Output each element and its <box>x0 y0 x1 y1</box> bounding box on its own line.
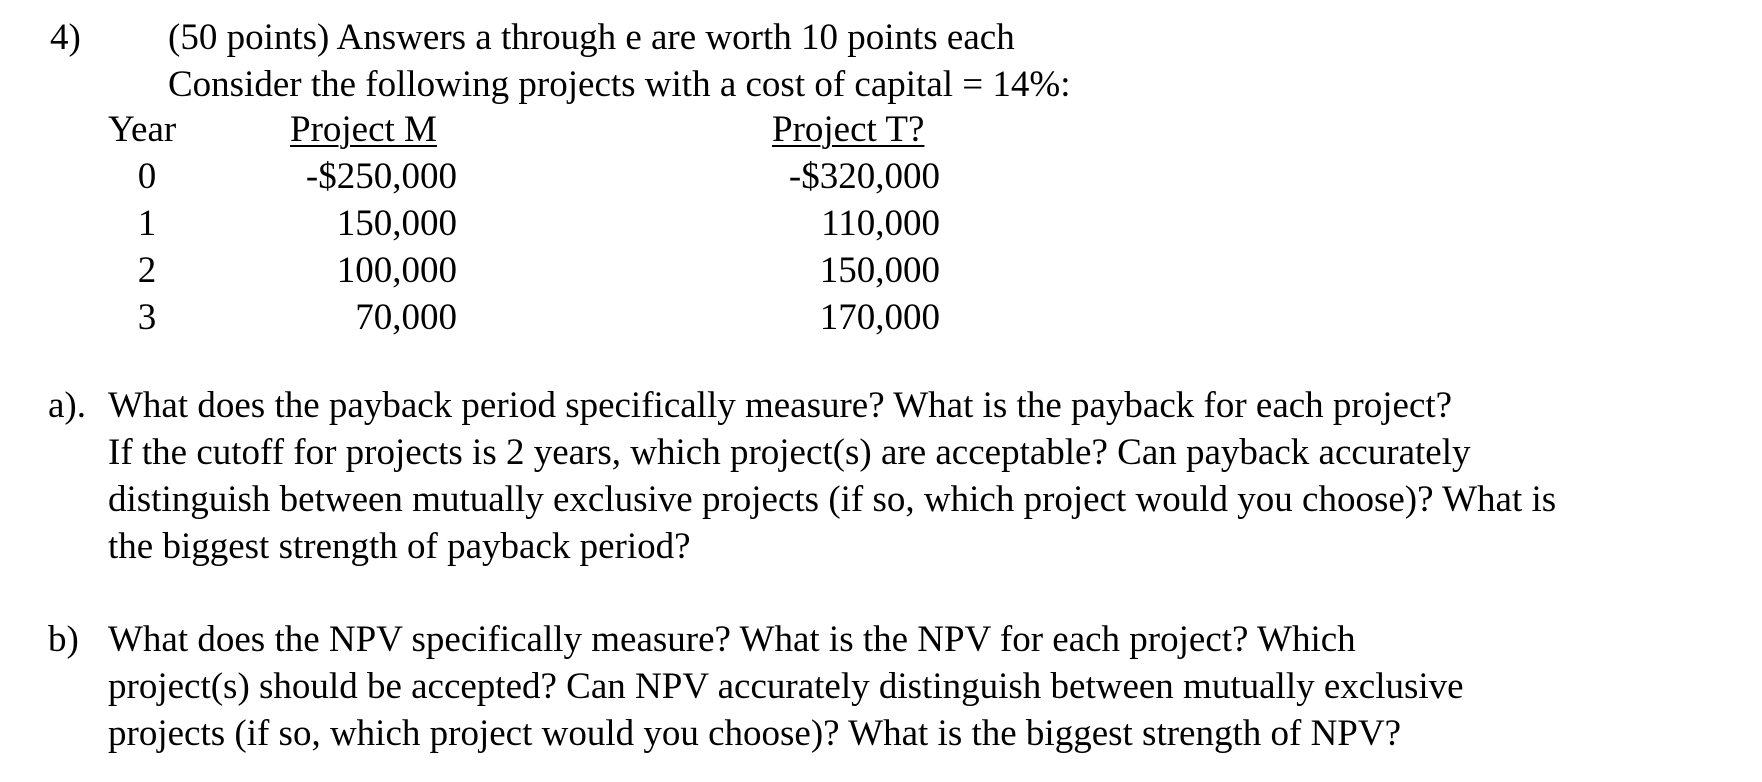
header-project-t: Project T? <box>772 109 925 150</box>
project-m-cell: 70,000 <box>355 297 457 338</box>
part-b-question <box>108 616 1748 757</box>
header-project-m: Project M <box>290 109 437 150</box>
year-cell: 3 <box>137 297 157 338</box>
part-b-line: What does the NPV specifically measure? What is the NPV for each project? Which <box>108 619 1356 660</box>
project-m-cell: 100,000 <box>336 250 457 291</box>
project-t-cell: 150,000 <box>819 250 940 291</box>
part-b-label: b) <box>48 619 79 660</box>
part-a-line: the biggest strength of payback period? <box>108 526 691 567</box>
part-a-line: If the cutoff for projects is 2 years, which project(s) are acceptable? Can payback accurately <box>108 432 1471 473</box>
project-m-cell: -$250,000 <box>305 156 457 197</box>
part-a-question <box>108 382 1748 570</box>
part-a-line: distinguish between mutually exclusive projects (if so, which project would you choose)? What is <box>108 479 1557 520</box>
part-a-label: a). <box>48 385 86 426</box>
project-t-cell: 110,000 <box>821 203 940 244</box>
part-a-line: What does the payback period specifically measure? What is the payback for each project? <box>108 385 1453 426</box>
project-m-cell: 150,000 <box>336 203 457 244</box>
project-t-cell: 170,000 <box>819 297 940 338</box>
year-cell: 0 <box>137 156 157 197</box>
part-b-line: projects (if so, which project would you choose)? What is the biggest strength of NPV? <box>108 713 1402 754</box>
question-intro: Consider the following projects with a cost of capital = 14%: <box>168 64 1071 105</box>
question-number: 4) <box>50 17 81 58</box>
year-cell: 2 <box>137 250 157 291</box>
part-b-line: project(s) should be accepted? Can NPV accurately distinguish between mutually exclusive <box>108 666 1464 707</box>
year-cell: 1 <box>137 203 157 244</box>
question-heading: (50 points) Answers a through e are worth 10 points each <box>168 17 1015 58</box>
header-year: Year <box>108 109 177 150</box>
project-t-cell: -$320,000 <box>788 156 940 197</box>
